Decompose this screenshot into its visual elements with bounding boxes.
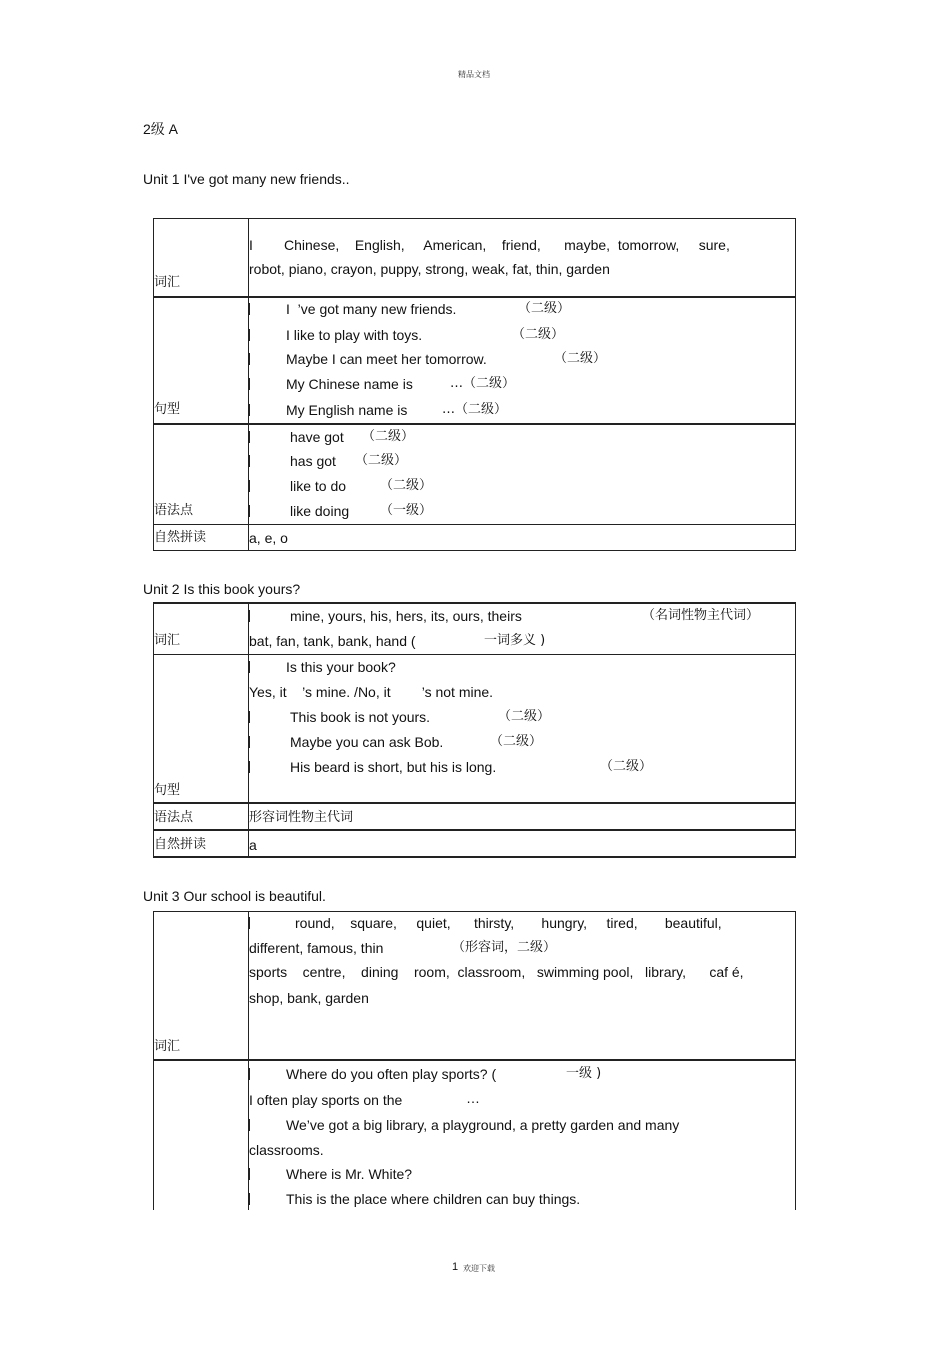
cell-line: We’ve got a big library, a playground, a pretty garden and many	[286, 1117, 680, 1133]
cell-line: Is this your book?	[286, 659, 396, 675]
row-label: 语法点	[154, 503, 194, 518]
level-tag: …（二级）	[442, 402, 508, 417]
level-heading: 2级 A	[143, 121, 179, 137]
cell-line: This is the place where children can buy things.	[286, 1191, 581, 1207]
level-tag: （二级）	[362, 429, 415, 444]
cell-line: Where is Mr. White?	[286, 1166, 413, 1182]
cell-line: sports centre, dining room, classroom, swimming pool, library, caf é,	[249, 964, 744, 980]
cell-line: like to do	[290, 478, 347, 494]
cell-line: a	[249, 837, 257, 853]
unit2-title: Unit 2 Is this book yours?	[143, 581, 301, 597]
page-header: 精品文档	[458, 70, 490, 79]
level-tag: （一级）	[380, 503, 433, 518]
cell-line: …	[466, 1090, 480, 1106]
level-tag: （二级）	[518, 301, 571, 316]
row-label: 词汇	[154, 1039, 181, 1054]
level-tag: （二级）	[512, 327, 565, 342]
unit1-title: Unit 1 I've got many new friends..	[143, 171, 350, 187]
cell-line: mine, yours, his, hers, its, ours, theirs	[290, 608, 522, 624]
cell-line: My Chinese name is	[286, 376, 413, 392]
cell-line: Maybe you can ask Bob.	[290, 734, 444, 750]
level-tag: （二级）	[554, 351, 607, 366]
cell-line: I ’ve got many new friends.	[286, 301, 457, 317]
row-label: 句型	[154, 402, 181, 417]
level-tag: （二级）	[498, 709, 551, 724]
row-label: 语法点	[154, 810, 194, 825]
row-label: 自然拼读	[154, 530, 207, 545]
level-tag: …（二级）	[450, 376, 516, 391]
row-label: 词汇	[154, 633, 181, 648]
level-tag: （二级）	[490, 734, 543, 749]
cell-line: have got	[290, 429, 344, 445]
row-label: 词汇	[154, 275, 181, 290]
cell-line: Yes, it ’s mine. /No, it ’s not mine.	[249, 684, 494, 700]
cell-line: bat, fan, tank, bank, hand (	[249, 633, 416, 649]
cell-line: Where do you often play sports? (	[286, 1066, 497, 1082]
cell-line: I like to play with toys.	[286, 327, 423, 343]
row-label: 句型	[154, 783, 181, 798]
cell-line: shop, bank, garden	[249, 990, 369, 1006]
cell-line: round, square, quiet, thirsty, hungry, tired, beautiful,	[295, 915, 722, 931]
cell-line: I often play sports on the	[249, 1092, 403, 1108]
cell-line: has got	[290, 453, 336, 469]
level-tag: 一级 )	[566, 1066, 602, 1081]
page-number: 1	[452, 1261, 459, 1273]
cell-line: 形容词性物主代词	[249, 810, 354, 825]
level-tag: （二级）	[355, 453, 408, 468]
row-label: 自然拼读	[154, 837, 207, 852]
cell-line: This book is not yours.	[290, 709, 431, 725]
level-tag: （二级）	[380, 478, 433, 493]
cell-line: 一词多义 )	[484, 633, 546, 648]
unit3-title: Unit 3 Our school is beautiful.	[143, 888, 326, 904]
cell-line: robot, piano, crayon, puppy, strong, weak, fat, thin, garden	[249, 261, 610, 277]
cell-line: My English name is	[286, 402, 408, 418]
cell-line: different, famous, thin	[249, 940, 384, 956]
footer-text: 欢迎下载	[463, 1264, 495, 1273]
cell-line: like doing	[290, 503, 350, 519]
cell-line: His beard is short, but his is long.	[290, 759, 497, 775]
cell-line: classrooms.	[249, 1142, 324, 1158]
level-tag: （形容词，二级）	[452, 940, 557, 955]
cell-line: I Chinese, English, American, friend, maybe, tomorrow, sure,	[249, 237, 730, 253]
level-tag: （二级）	[600, 759, 653, 774]
level-tag: （名词性物主代词）	[642, 608, 760, 623]
cell-line: Maybe I can meet her tomorrow.	[286, 351, 487, 367]
cell-line: a, e, o	[249, 530, 288, 546]
